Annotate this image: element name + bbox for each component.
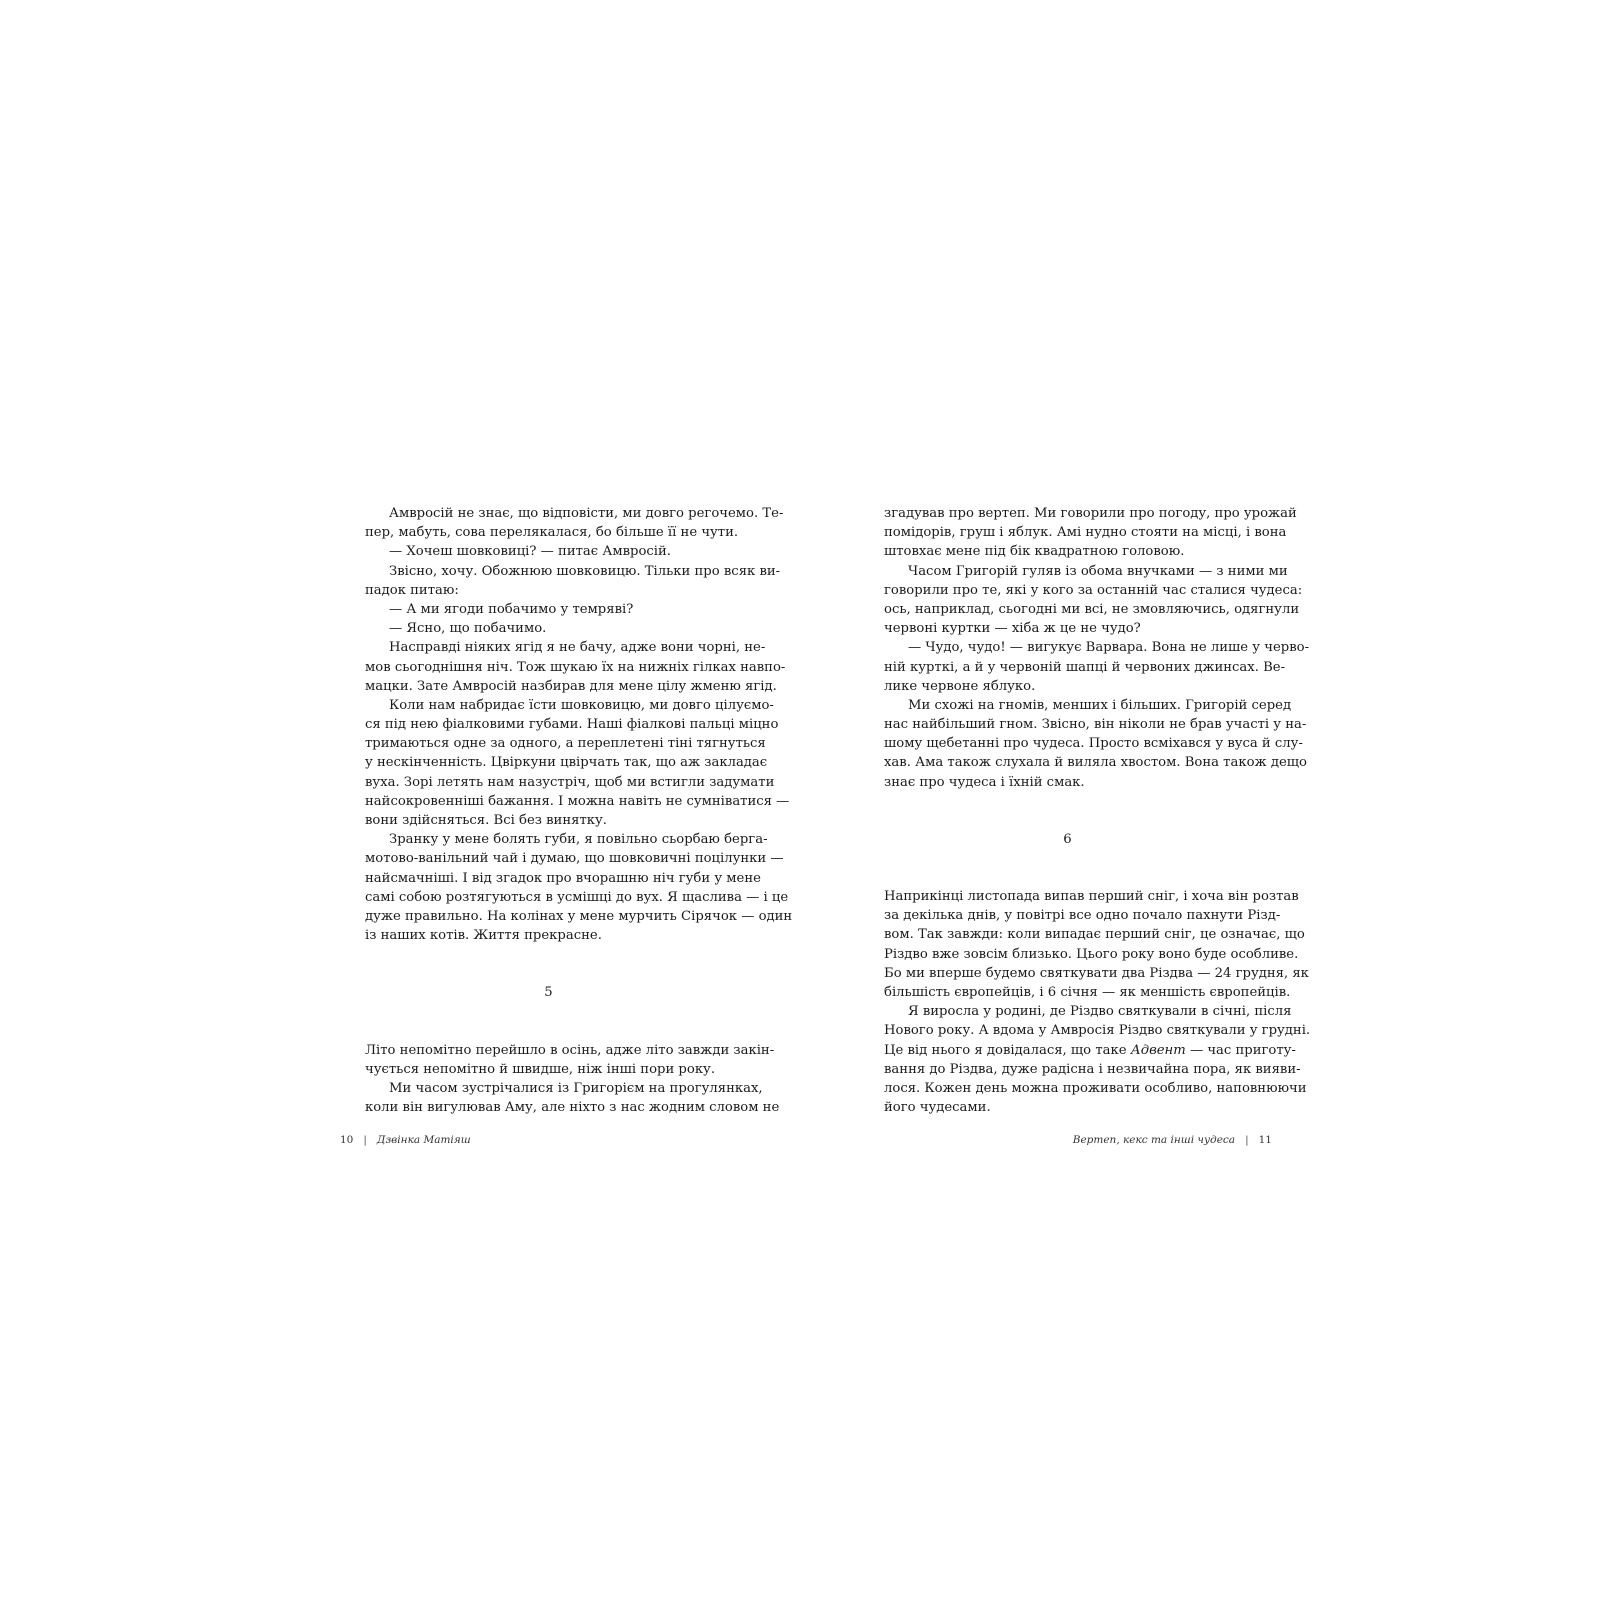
- text-line: — Хочеш шовковиці? — питає Амвросій.: [389, 544, 671, 560]
- text-line: знає про чудеса і їхній смак.: [884, 774, 1085, 790]
- text-line: дуже правильно. На колінах у мене мурчить Сірячок — один: [365, 908, 793, 924]
- text-line: вуха. Зорі летять нам назустріч, щоб ми встигли задумати: [365, 774, 775, 790]
- text-line: згадував про вертеп. Ми говорили про погоду, про урожай: [884, 506, 1297, 521]
- text-line: мов сьогоднішня ніч. Тож шукаю їх на нижніх гілках навпо-: [365, 659, 786, 675]
- text-line: Звісно, хочу. Обожнюю шовковицю. Тільки про всяк ви-: [389, 563, 781, 579]
- text-line: його чудесами.: [884, 1100, 991, 1116]
- text-line: ся під нею фіалковими губами. Наші фіалкові пальці міцно: [365, 717, 779, 733]
- text-line: Ми схожі на гномів, менших і більших. Григорій серед: [908, 697, 1292, 713]
- right-page-text: [884, 504, 1311, 1117]
- running-head-author: Дзвінка Матіяш: [376, 1134, 471, 1146]
- text-line: мацки. Зате Амвросій назбирав для мене цілу жменю ягід.: [365, 678, 777, 694]
- chapter-number-5: 5: [544, 985, 553, 1001]
- text-line: Це від нього я довідалася, що таке Адвент — час приготу-: [884, 1042, 1296, 1058]
- text-line: — Чудо, чудо! — вигукує Варвара. Вона не лише у черво-: [908, 640, 1310, 656]
- text-line: із наших котів. Життя прекрасне.: [365, 928, 602, 944]
- text-line: вони здійсняться. Всі без винятку.: [365, 813, 607, 828]
- text-line: Нового року. А вдома у Амвросія Різдво святкували у грудні.: [884, 1023, 1311, 1039]
- right-page-footer: Вертеп, кекс та інші чудеса | 11: [1072, 1134, 1272, 1146]
- text-line: коли він вигулював Аму, але ніхто з нас жодним словом не: [365, 1100, 780, 1116]
- text-line: Насправді ніяких ягід я не бачу, адже вони чорні, не-: [389, 640, 766, 656]
- text-line: ось, наприклад, сьогодні ми всі, не змовляючись, одягнули: [884, 601, 1300, 617]
- left-page-text: [365, 504, 793, 1117]
- text-line: тримаються одне за одного, а переплетені тіні тягнуться: [365, 736, 766, 752]
- left-page-number: 10: [340, 1134, 354, 1146]
- left-text-block-2: [365, 1041, 780, 1118]
- text-line: падок питаю:: [365, 582, 459, 598]
- text-line: Ми часом зустрічалися із Григорієм на прогулянках,: [389, 1080, 763, 1096]
- text-line: лося. Кожен день можна проживати особливо, наповнюючи: [884, 1080, 1307, 1096]
- text-line: Різдво вже зовсім близько. Цього року воно буде особливе.: [884, 946, 1299, 962]
- text-line: лике червоне яблуко.: [884, 678, 1036, 694]
- right-page-number: 11: [1258, 1134, 1272, 1146]
- text-line: найсокровенніші бажання. І можна навіть не сумніватися —: [365, 793, 790, 809]
- text-line: найсмачніші. І від згадок про вчорашню ніч губи у мене: [365, 870, 761, 886]
- text-line: Я виросла у родині, де Різдво святкували в січні, після: [908, 1004, 1292, 1020]
- chapter-number-6: 6: [1063, 831, 1072, 847]
- text-line: хав. Ама також слухала й виляла хвостом. Вона також дещо: [884, 755, 1307, 771]
- text-line: червоні куртки — хіба ж це не чудо?: [884, 621, 1141, 637]
- text-line: нас найбільший гном. Звісно, він ніколи не брав участі у на-: [884, 717, 1307, 733]
- text-line: Бо ми вперше будемо святкувати два Різдва — 24 грудня, як: [884, 965, 1309, 981]
- left-text-block-1: [365, 504, 793, 945]
- running-head-title: Вертеп, кекс та інші чудеса: [1072, 1134, 1236, 1146]
- text-line: штовхає мене під бік квадратною головою.: [884, 544, 1185, 560]
- text-line: Амвросій не знає, що відповісти, ми довго регочемо. Те-: [389, 506, 784, 521]
- text-line: шому щебетанні про чудеса. Просто всміхався у вуса й слу-: [884, 736, 1303, 752]
- text-line: за декілька днів, у повітрі все одно почало пахнути Різд-: [884, 908, 1281, 924]
- text-line: — А ми ягоди побачимо у темряві?: [389, 601, 634, 617]
- text-line: — Ясно, що побачимо.: [389, 621, 547, 637]
- text-line: ній курткі, а й у червоній шапці й червоних джинсах. Ве-: [884, 659, 1286, 675]
- text-line: Коли нам набридає їсти шовковицю, ми довго цілуємо-: [389, 697, 774, 713]
- right-text-block-1: [884, 504, 1310, 792]
- text-line: говорили про те, які у кого за останній час сталися чудеса:: [884, 582, 1303, 598]
- text-line: вом. Так завжди: коли випадає перший сніг, це означає, що: [884, 927, 1305, 943]
- text-line: самі собою розтягуються в усмішці до вух. Я щаслива — і це: [365, 889, 789, 905]
- text-line: вання до Різдва, дуже радісна і незвичайна пора, як вияви-: [884, 1061, 1301, 1077]
- left-page-footer: 10 | Дзвінка Матіяш: [340, 1134, 471, 1146]
- text-line: у нескінченність. Цвіркуни цвірчать так, що аж закладає: [365, 755, 768, 771]
- text-line: чується непомітно й швидше, ніж інші пори року.: [365, 1061, 716, 1077]
- text-line: Зранку у мене болять губи, я повільно сьорбаю берга-: [389, 832, 768, 848]
- text-line: більшість європейців, і 6 січня — як меншість європейців.: [884, 984, 1291, 1000]
- right-text-block-2: [884, 887, 1311, 1117]
- text-line: Літо непомітно перейшло в осінь, адже літо завжди закін-: [365, 1042, 775, 1058]
- text-line: помідорів, груш і яблук. Амі нудно стояти на місці, і вона: [884, 525, 1287, 541]
- text-line: Часом Григорій гуляв із обома внучками — з ними ми: [908, 563, 1288, 579]
- text-line: мотово-ванільний чай і думаю, що шовковичні поцілунки —: [365, 851, 784, 867]
- text-line: Наприкінці листопада випав перший сніг, і хоча він розтав: [884, 889, 1299, 904]
- text-line: пер, мабуть, сова перелякалася, бо більше її не чути.: [365, 525, 739, 541]
